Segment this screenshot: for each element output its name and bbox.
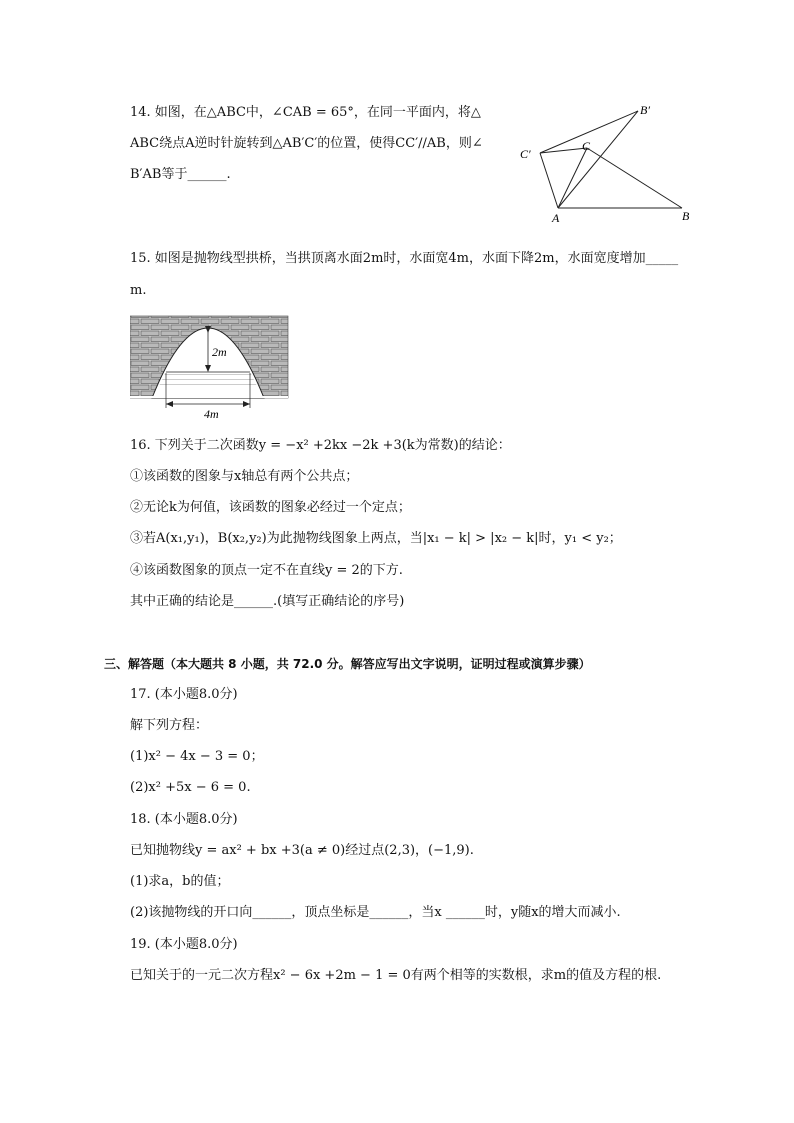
q16-answer: 其中正确的结论是______.(填写正确结论的序号): [130, 594, 405, 609]
q16-item-2: ②无论k为何值，该函数的图象必经过一个定点；: [130, 500, 411, 515]
q16-item-3: ③若A(x₁,y₁)，B(x₂,y₂)为此抛物线图象上两点，当|x₁ − k| > |x₂ − k|时，y₁ < y₂；: [130, 531, 622, 546]
q14-line-2: ABC绕点A逆时针旋转到△AB′C′的位置，使得CC′//AB，则∠: [130, 136, 483, 151]
q15-line-2: m.: [130, 283, 147, 298]
water-area: [158, 372, 258, 388]
q19-body: 已知关于的一元二次方程x² − 6x +2m − 1 = 0有两个相等的实数根，求m的值及方程的根.: [130, 968, 662, 983]
segment-ac-prime: [540, 153, 558, 208]
q19-head: 19. (本小题8.0分): [130, 937, 238, 952]
q17-head: 17. (本小题8.0分): [130, 687, 238, 702]
q16-line-1: 16. 下列关于二次函数y = −x² +2kx −2k +3(k为常数)的结论：: [130, 438, 511, 453]
segment-ab-prime: [558, 111, 638, 208]
q18-intro: 已知抛物线y = ax² + bx +3(a ≠ 0)经过点(2,3)，(−1,9).: [130, 843, 474, 858]
q15-line-1: 15. 如图是抛物线型拱桥，当拱顶离水面2m时，水面宽4m，水面下降2m，水面宽度增加_____: [130, 251, 679, 266]
label-b: B: [682, 209, 690, 223]
q18-head: 18. (本小题8.0分): [130, 812, 238, 827]
segment-cb: [587, 148, 682, 208]
section-3-heading: 三、解答题（本大题共 8 小题，共 72.0 分。解答应写出文字说明，证明过程或演算步骤）: [104, 657, 591, 671]
q16-item-1: ①该函数的图象与x轴总有两个公共点；: [130, 469, 359, 484]
label-width: 4m: [204, 407, 219, 421]
q16-item-4: ④该函数图象的顶点一定不在直线y = 2的下方.: [130, 563, 403, 578]
q17-intro: 解下列方程：: [130, 718, 209, 733]
label-c: C: [582, 139, 591, 153]
q14-line-1: 14. 如图，在△ABC中，∠CAB = 65°，在同一平面内，将△: [130, 105, 481, 120]
label-b-prime: B′: [640, 103, 650, 117]
q14-line-3: B′AB等于______.: [130, 167, 231, 182]
q15-bridge-figure: [130, 312, 290, 424]
label-a: A: [552, 211, 560, 225]
q18-part-1: (1)求a，b的值；: [130, 874, 230, 889]
label-height: 2m: [212, 345, 227, 359]
q17-part-1: (1)x² − 4x − 3 = 0；: [130, 749, 264, 764]
q14-triangle-figure: [510, 98, 700, 226]
label-c-prime: C′: [520, 147, 531, 161]
q18-part-2: (2)该抛物线的开口向______，顶点坐标是______，当x ______时，y随x的增大而减小.: [130, 905, 621, 920]
q17-part-2: (2)x² +5x − 6 = 0.: [130, 780, 251, 795]
